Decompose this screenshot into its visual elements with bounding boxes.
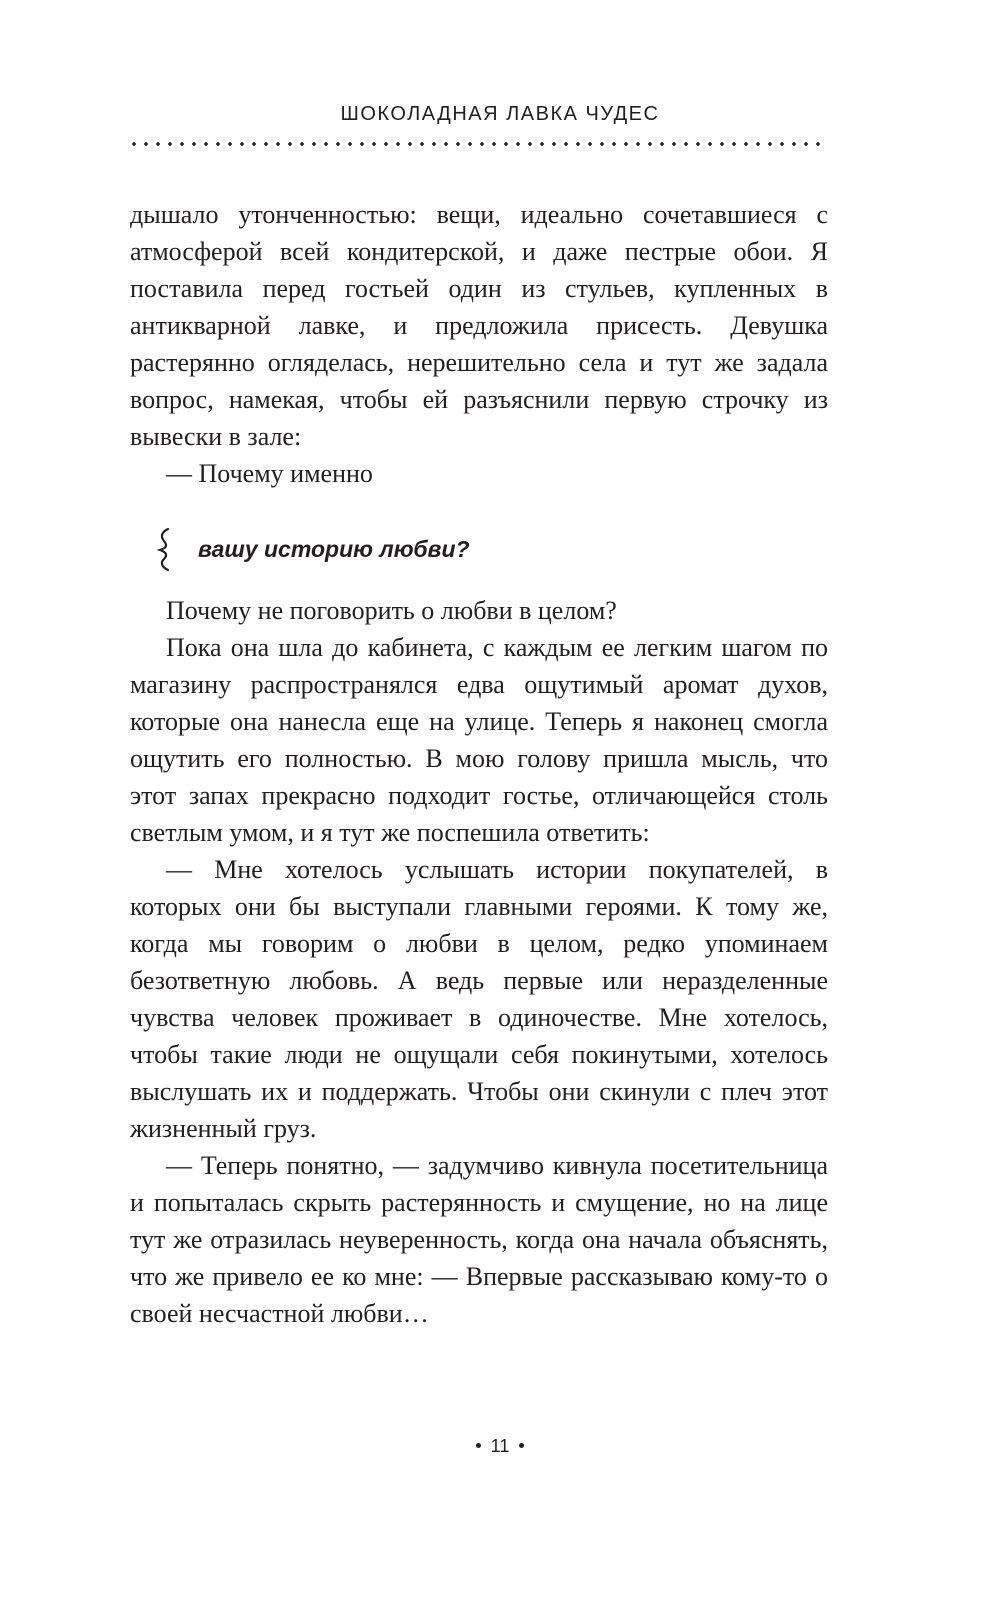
bullet-dot-icon	[519, 1443, 524, 1448]
text-block-top	[130, 196, 828, 492]
text-block-bottom	[130, 592, 828, 1332]
running-head-title: ШОКОЛАДНАЯ ЛАВКА ЧУДЕС	[340, 103, 660, 125]
paragraph: — Почему именно	[166, 459, 373, 488]
page-number-footer	[0, 1436, 1000, 1457]
paragraph: — Мне хотелось услышать истории покупателей, в которых они бы выступали главными героями. К тому же, когда мы говорим о любви в целом, редко упоминаем безответную любовь. А ведь первые или неразделенные чувства человек проживает в одиночестве. Мне хотелось, чтобы такие люди не ощущали себя покинутыми, хотелось выслушать их и поддержать. Чтобы они скинули с плеч этот жизненный груз.	[130, 855, 828, 1143]
curly-brace-icon	[152, 526, 178, 572]
epigraph-text: вашу историю любви?	[198, 535, 470, 562]
paragraph: Пока она шла до кабинета, с каждым ее легким шагом по магазину распространялся едва ощутимый аромат духов, которые она нанесла еще на улице. Теперь я наконец смогла ощутить его полностью. В мою голову пришла мысль, что этот запах прекрасно подходит гостье, отличающейся столь светлым умом, и я тут же поспешила ответить:	[130, 633, 828, 847]
dotted-rule-divider	[128, 142, 824, 146]
epigraph	[152, 524, 470, 574]
paragraph: Почему не поговорить о любви в целом?	[166, 596, 617, 625]
paragraph: дышало утонченностью: вещи, идеально сочетавшиеся с атмосферой всей кондитерской, и даже пестрые обои. Я поставила перед гостьей один из стульев, купленных в антикварной лавке, и предложила присесть. Девушка растерянно огляделась, нерешительно села и тут же задала вопрос, намекая, чтобы ей разъяснили первую строчку из вывески в зале:	[130, 200, 828, 451]
paragraph: — Теперь понятно, — задумчиво кивнула посетительница и попыталась скрыть растерянность и смущение, но на лице тут же отразилась неуверенность, когда она начала объяснять, что же привело ее ко мне: — Впервые рассказываю кому-то о своей несчастной любви…	[130, 1151, 828, 1328]
page-number: 11	[490, 1436, 510, 1456]
bullet-dot-icon	[476, 1443, 481, 1448]
